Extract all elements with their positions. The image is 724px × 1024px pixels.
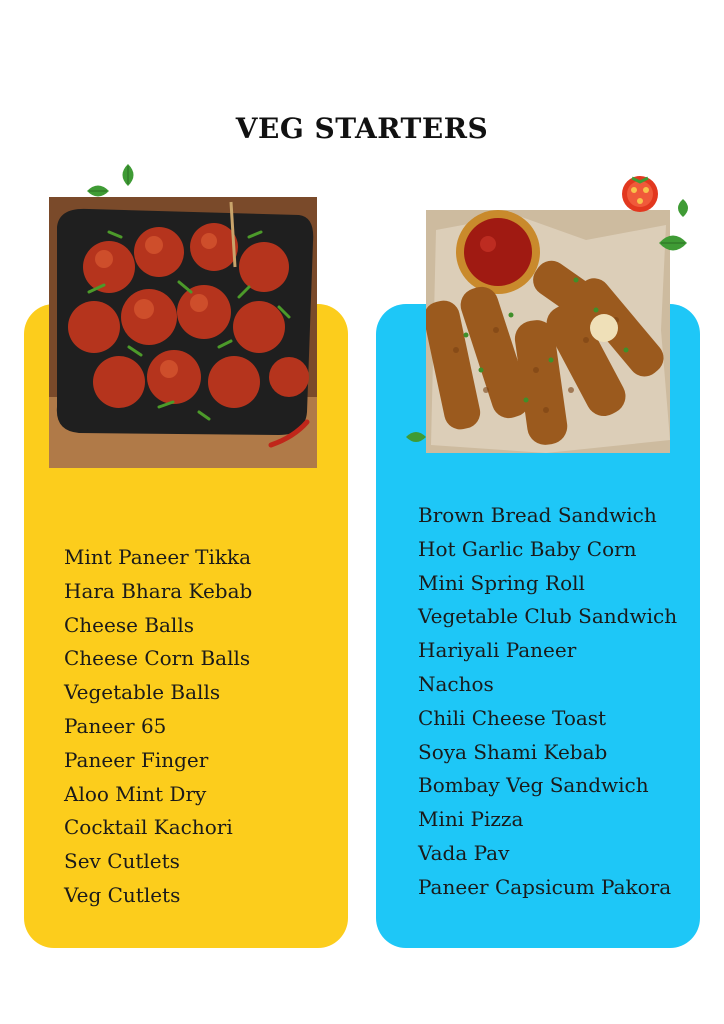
list-item: Vada Pav <box>418 840 510 865</box>
list-item: Vegetable Balls <box>64 680 221 705</box>
list-item: Mini Pizza <box>418 807 524 832</box>
page-title: VEG STARTERS <box>235 112 489 145</box>
gobi-manchurian-photo <box>49 197 317 468</box>
list-item: Cheese Corn Balls <box>64 646 251 671</box>
list-item: Hot Garlic Baby Corn <box>418 536 637 561</box>
list-item: Sev Cutlets <box>64 849 180 874</box>
right-starters-list <box>418 499 677 905</box>
list-item: Hariyali Paneer <box>418 638 577 663</box>
list-item: Veg Cutlets <box>64 882 181 907</box>
list-item: Aloo Mint Dry <box>64 781 207 806</box>
list-item: Soya Shami Kebab <box>418 739 608 764</box>
basil-leaf-icon <box>119 163 137 187</box>
list-item: Mini Spring Roll <box>418 570 585 595</box>
tomato-slice-icon <box>616 174 666 214</box>
list-item: Chili Cheese Toast <box>418 705 607 730</box>
list-item: Paneer Finger <box>64 747 209 772</box>
list-item: Cheese Balls <box>64 612 194 637</box>
left-starters-list <box>64 541 252 913</box>
basil-leaf-icon <box>405 430 427 444</box>
list-item: Hara Bhara Kebab <box>64 578 253 603</box>
crispy-rolls-with-ketchup-photo <box>426 210 670 453</box>
list-item: Mint Paneer Tikka <box>64 545 252 569</box>
list-item: Paneer Capsicum Pakora <box>418 874 672 899</box>
list-item: Vegetable Club Sandwich <box>418 604 678 629</box>
list-item: Nachos <box>418 671 494 696</box>
basil-leaf-icon <box>658 232 688 254</box>
basil-leaf-icon <box>674 198 692 218</box>
list-item: Brown Bread Sandwich <box>418 503 657 527</box>
list-item: Bombay Veg Sandwich <box>418 773 649 798</box>
basil-leaf-icon <box>86 184 110 198</box>
list-item: Paneer 65 <box>64 713 167 738</box>
list-item: Cocktail Kachori <box>64 815 233 840</box>
